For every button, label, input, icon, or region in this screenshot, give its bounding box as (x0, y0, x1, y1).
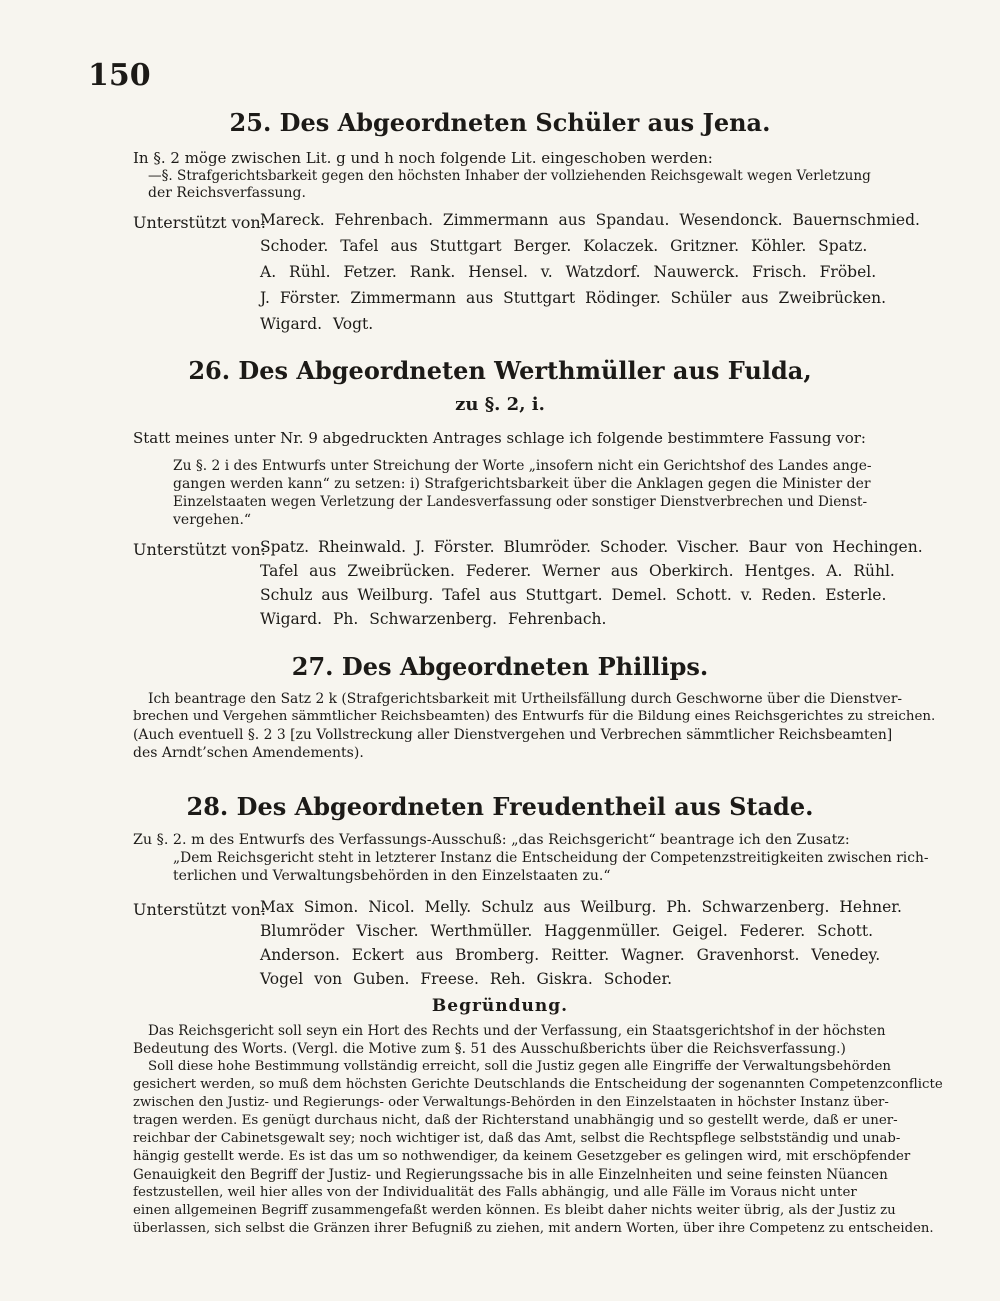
section-26-supporters: Spatz. Rheinwald. J. Förster. Blumröder. Schoder. Vischer. Baur von Hechingen. (260, 538, 923, 556)
section-27-line: des Arndt’schen Amendements). (133, 745, 364, 761)
begruendung-title: Begründung. (431, 996, 569, 1016)
begruendung-line: Bedeutung des Worts. (Vergl. die Motive zum §. 51 des Ausschußberichts über die Reichsverfassung.) (133, 1041, 846, 1057)
section-25-supporters: J. Förster. Zimmermann aus Stuttgart Rödinger. Schüler aus Zweibrücken. (260, 289, 887, 307)
begruendung-line: überlassen, sich selbst die Gränzen ihrer Befugniß zu ziehen, mit andern Worten, über ihre Competenz zu entscheiden. (133, 1221, 934, 1236)
section-28-supporters: Anderson. Eckert aus Bromberg. Reitter. Wagner. Gravenhorst. Venedey. (260, 946, 881, 964)
section-26-line: Einzelstaaten wegen Verletzung der Landesverfassung oder sonstiger Dienstverbrechen und Dienst- (173, 494, 868, 510)
section-28-line: terlichen und Verwaltungsbehörden in den Einzelstaaten zu.“ (173, 868, 611, 884)
section-26-supporters: Wigard. Ph. Schwarzenberg. Fehrenbach. (260, 610, 607, 628)
section-28-support-label: Unterstützt von: (133, 900, 267, 919)
section-26-heading: 26. Des Abgeordneten Werthmüller aus Fulda, (188, 356, 812, 385)
page-number: 150 (88, 58, 151, 93)
begruendung-line: Das Reichsgericht soll seyn ein Hort des Rechts und der Verfassung, ein Staatsgerichtshof in der höchsten (148, 1023, 886, 1039)
section-27-line: Ich beantrage den Satz 2 k (Strafgerichtsbarkeit mit Urtheilsfällung durch Geschworne über die Dienstver- (148, 691, 903, 707)
section-28-heading: 28. Des Abgeordneten Freudentheil aus Stade. (186, 792, 814, 821)
section-26-line: Statt meines unter Nr. 9 abgedruckten Antrages schlage ich folgende bestimmtere Fassung vor: (133, 429, 866, 447)
section-26-line: gangen werden kann“ zu setzen: i) Strafgerichtsbarkeit über die Anklagen gegen die Minister der (173, 476, 871, 492)
section-26-subheading: zu §. 2, i. (455, 394, 545, 415)
section-26-support-label: Unterstützt von: (133, 540, 267, 559)
section-27-line: (Auch eventuell §. 2 3 [zu Vollstreckung aller Dienstvergehen und Verbrechen sämmtlicher Reichsbeamten] (133, 727, 893, 743)
section-26-supporters: Schulz aus Weilburg. Tafel aus Stuttgart. Demel. Schott. v. Reden. Esterle. (260, 586, 887, 604)
section-28-supporters: Max Simon. Nicol. Melly. Schulz aus Weilburg. Ph. Schwarzenberg. Hehner. (260, 898, 902, 916)
begruendung-line: einen allgemeinen Begriff zusammengefaßt werden können. Es bleibt daher nichts weiter übrig, als der Justiz zu (133, 1203, 896, 1218)
section-25-supporters: Mareck. Fehrenbach. Zimmermann aus Spandau. Wesendonck. Bauernschmied. (260, 211, 920, 229)
section-28-supporters: Vogel von Guben. Freese. Reh. Giskra. Schoder. (260, 970, 673, 988)
begruendung-line: gesichert werden, so muß dem höchsten Gerichte Deutschlands die Entscheidung der sogenannten Competenzconflicte (133, 1077, 943, 1092)
section-25-line: In §. 2 möge zwischen Lit. g und h noch folgende Lit. eingeschoben werden: (133, 149, 713, 167)
section-27-line: brechen und Vergehen sämmtlicher Reichsbeamten) des Entwurfs für die Bildung eines Reichsgerichtes zu streichen. (133, 709, 936, 724)
section-25-heading: 25. Des Abgeordneten Schüler aus Jena. (229, 108, 771, 137)
section-28-supporters: Blumröder Vischer. Werthmüller. Haggenmüller. Geigel. Federer. Schott. (260, 922, 874, 940)
section-28-line: Zu §. 2. m des Entwurfs des Verfassungs-Ausschuß: „das Reichsgericht“ beantrage ich den Zusatz: (133, 832, 850, 848)
section-27-heading: 27. Des Abgeordneten Phillips. (291, 652, 709, 681)
section-25-supporters: A. Rühl. Fetzer. Rank. Hensel. v. Watzdorf. Nauwerck. Frisch. Fröbel. (260, 263, 877, 281)
section-25-supporters: Wigard. Vogt. (260, 315, 374, 333)
section-26-line: Zu §. 2 i des Entwurfs unter Streichung der Worte „insofern nicht ein Gerichtshof des Landes ange- (173, 458, 872, 474)
begruendung-line: zwischen den Justiz- und Regierungs- oder Verwaltungs-Behörden in den Einzelstaaten in höchster Instanz über- (133, 1095, 889, 1110)
section-25-line: der Reichsverfassung. (148, 185, 306, 201)
begruendung-line: hängig gestellt werde. Es ist das um so nothwendiger, da keinem Gesetzgeber es gelingen wird, mit erschöpfender (133, 1149, 911, 1164)
begruendung-line: Genauigkeit den Begriff der Justiz- und Regierungssache bis in alle Einzelnheiten und seine feinsten Nüancen (133, 1167, 888, 1183)
section-25-supporters: Schoder. Tafel aus Stuttgart Berger. Kolaczek. Gritzner. Köhler. Spatz. (260, 237, 868, 255)
section-28-line: „Dem Reichsgericht steht in letzterer Instanz die Entscheidung der Competenzstreitigkeiten zwischen rich- (173, 850, 929, 866)
begruendung-line: festzustellen, weil hier alles von der Individualität des Falls abhängig, und alle Fälle im Voraus nicht unter (133, 1185, 857, 1200)
begruendung-line: tragen werden. Es genügt durchaus nicht, daß der Richterstand unabhängig und so gestellt werde, daß er uner- (133, 1113, 898, 1128)
section-26-line: vergehen.“ (173, 512, 252, 528)
section-26-supporters: Tafel aus Zweibrücken. Federer. Werner aus Oberkirch. Hentges. A. Rühl. (260, 562, 895, 580)
begruendung-line: reichbar der Cabinetsgewalt sey; noch wichtiger ist, daß das Amt, selbst die Rechtspflege selbstständig und unab- (133, 1131, 901, 1146)
begruendung-line: Soll diese hohe Bestimmung vollständig erreicht, soll die Justiz gegen alle Eingriffe der Verwaltungsbehörden (148, 1059, 891, 1074)
section-25-support-label: Unterstützt von: (133, 213, 267, 232)
section-25-line: —§. Strafgerichtsbarkeit gegen den höchsten Inhaber der vollziehenden Reichsgewalt wegen Verletzung (148, 168, 871, 184)
